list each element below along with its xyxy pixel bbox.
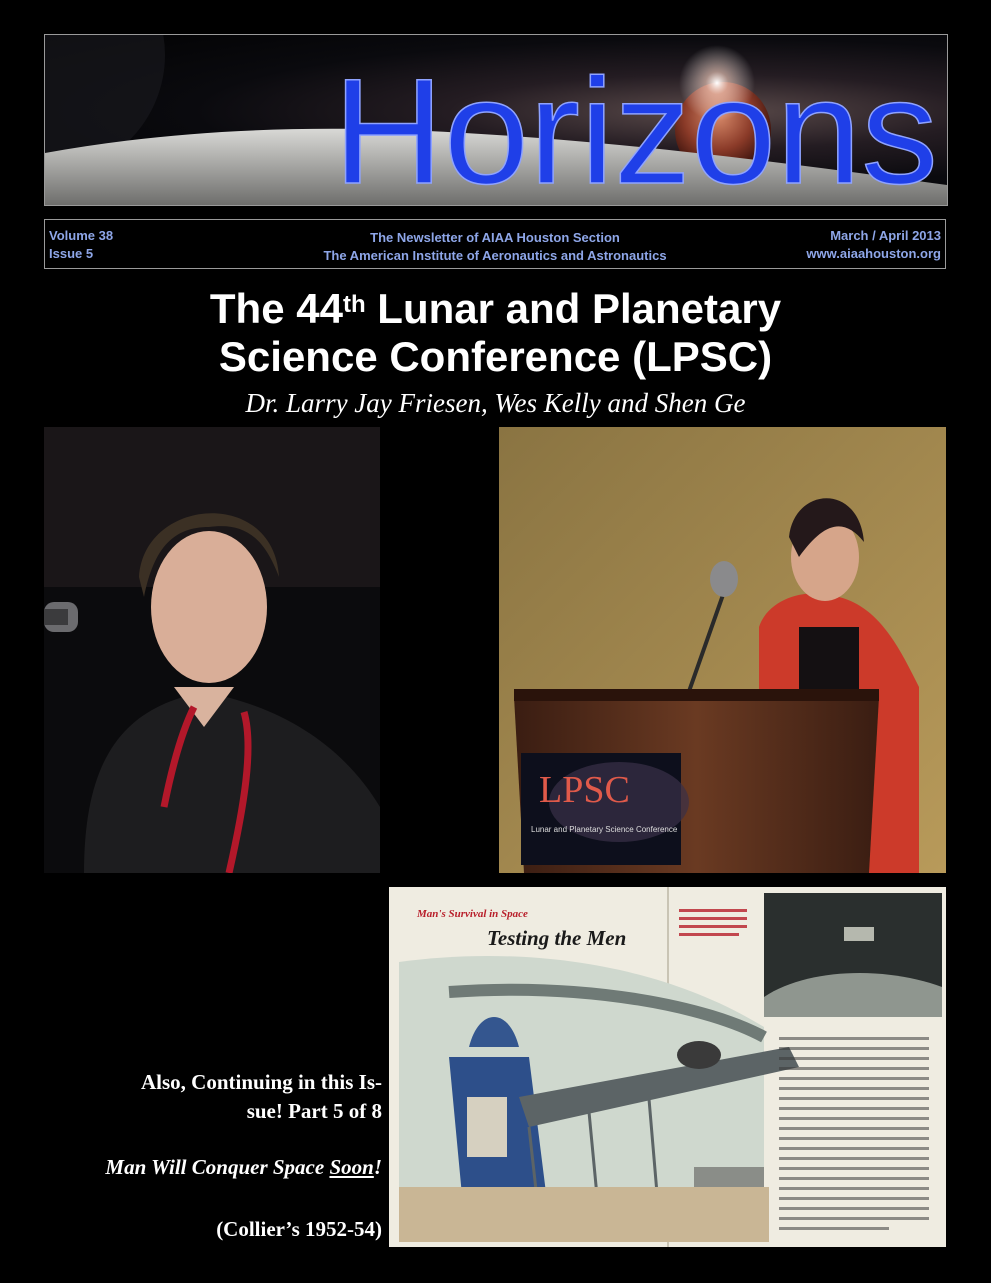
speaker-right-illustration (499, 427, 946, 873)
speaker-photo-left (44, 427, 380, 873)
issue-label: Issue 5 (49, 246, 94, 261)
issue-date: March / April 2013 (830, 228, 941, 243)
magazine-spread-image (389, 887, 946, 1247)
cover-headline (0, 285, 991, 381)
volume-label: Volume 38 (49, 228, 114, 243)
series-title-prefix: Man Will Conquer Space (105, 1155, 330, 1179)
newsletter-line1: The Newsletter of AIAA Houston Section (370, 230, 620, 245)
horizons-logo-text: Horizons (333, 47, 938, 205)
headline-line2: Science Conference (LPSC) (218, 333, 773, 380)
series-title-underlined: Soon (329, 1155, 374, 1179)
website-link[interactable]: www.aiaahouston.org (806, 246, 941, 261)
horizons-banner (44, 34, 948, 206)
speaker-photo-right (499, 427, 946, 873)
series-source: (Collier’s 1952-54) (216, 1217, 382, 1241)
series-title (0, 1153, 382, 1182)
headline-suffix: Lunar and Planetary (365, 285, 782, 332)
spread-kicker: Man's Survival in Space (417, 908, 528, 920)
banner-artwork (45, 35, 947, 205)
speaker-left-illustration (44, 427, 380, 873)
continuing-notice (62, 1068, 382, 1126)
podium-sign-logo: LPSC (539, 769, 630, 811)
continuing-line2: sue! Part 5 of 8 (246, 1099, 382, 1123)
newsletter-line2: The American Institute of Aeronautics and Astronautics (323, 248, 667, 263)
headline-prefix: The 44 (209, 285, 343, 332)
headline-superscript: th (342, 291, 366, 318)
magazine-spread-illustration (389, 887, 946, 1247)
series-title-suffix: ! (373, 1155, 382, 1179)
headline-line1 (0, 285, 991, 333)
spread-title: Testing the Men (487, 926, 627, 950)
continuing-line1: Also, Continuing in this Is- (141, 1070, 382, 1094)
masthead-bar (44, 219, 946, 269)
date-website (806, 227, 941, 263)
authors-byline: Dr. Larry Jay Friesen, Wes Kelly and Shen Ge (245, 388, 746, 418)
podium-sign-caption: Lunar and Planetary Science Conference (531, 825, 678, 834)
